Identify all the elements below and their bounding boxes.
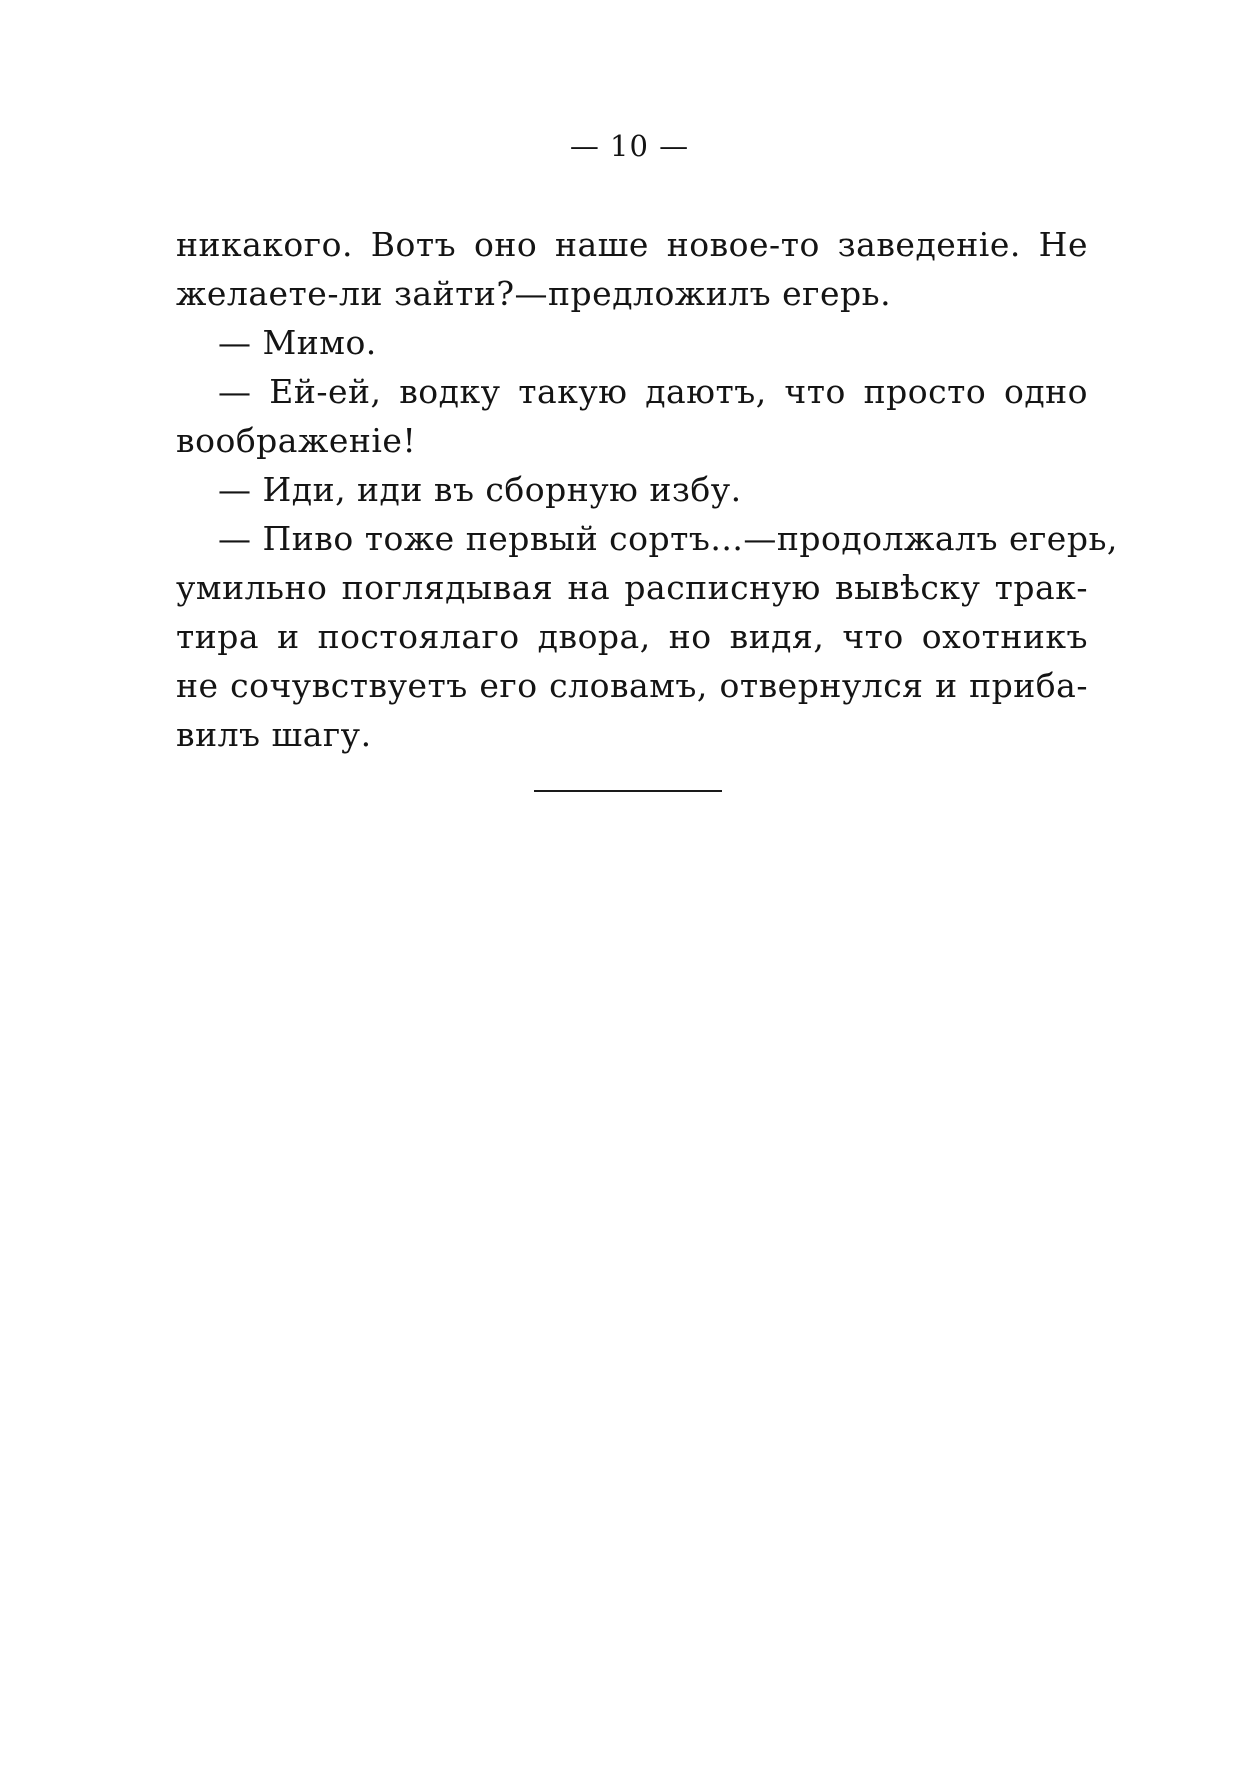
text-line: вилъ шагу. [176,715,372,754]
text-line: не сочувствуетъ его словамъ, отвернулся и приба- [176,666,1088,705]
text-line: — Пиво тоже первый сортъ...—продолжалъ егерь, [218,519,1118,558]
text-line: умильно поглядывая на расписную вывѣску трак- [176,568,1088,607]
text-line: воображенiе! [176,421,417,460]
text-line: никакого. Вотъ оно наше новое-то заведенiе. Не [176,225,1088,264]
body-text [176,220,1118,759]
end-divider [534,790,722,792]
page-number: — 10 — [569,129,690,163]
text-line: желаете-ли зайти?—предложилъ егерь. [176,274,892,313]
text-line: — Иди, иди въ сборную избу. [218,470,742,509]
text-line: тира и постоялаго двора, но видя, что охотникъ [176,617,1088,656]
text-line: — Ей-ей, водку такую даютъ, что просто одно [218,372,1088,411]
text-line: — Мимо. [218,323,377,362]
